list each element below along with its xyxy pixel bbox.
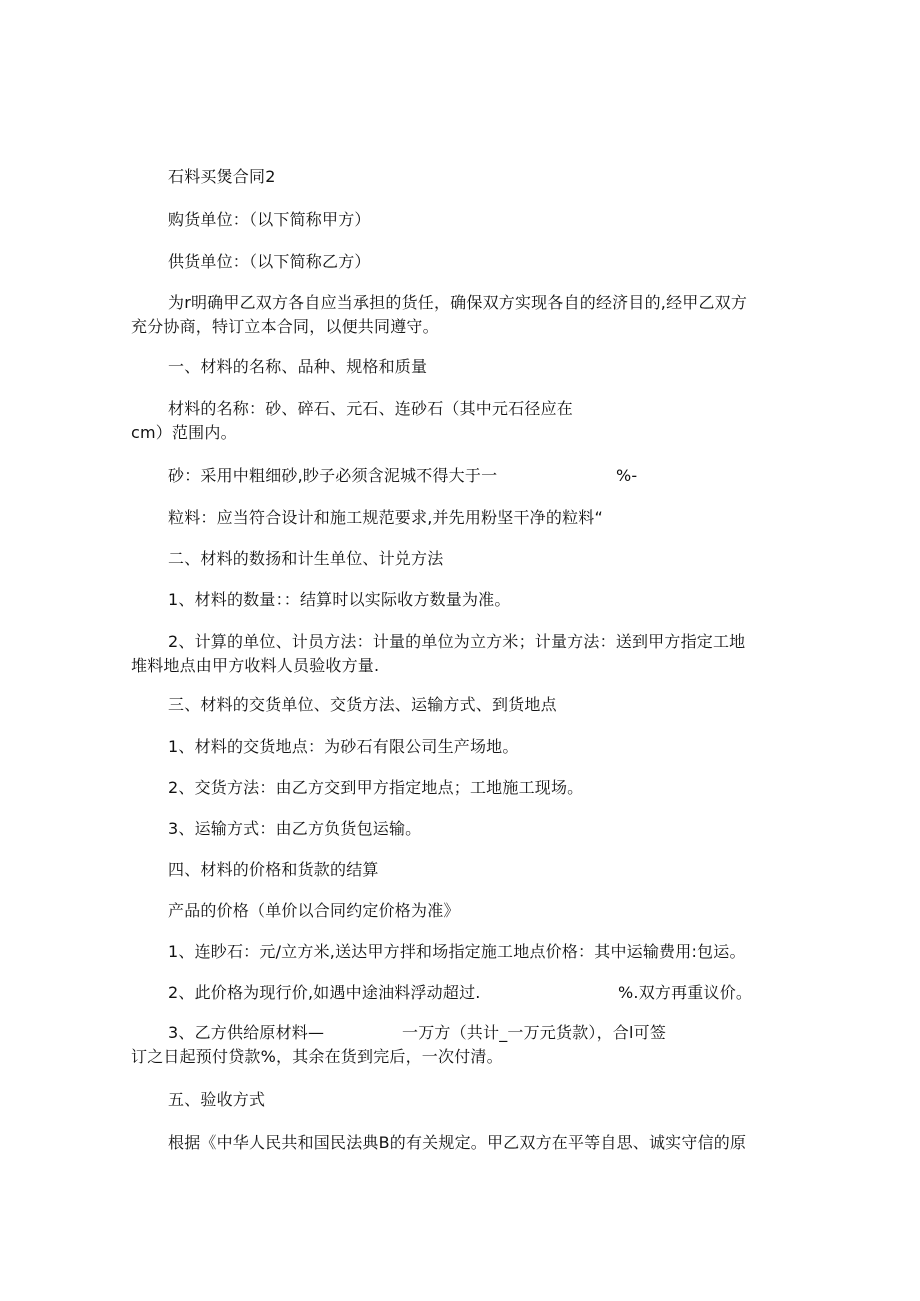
item-4-2-suffix: %.双方再重议价。 (618, 983, 753, 1002)
item-4-3-part-1: 3、乙方供给原材料— (168, 1023, 325, 1042)
aggregate-requirement: 粒料：应当符合设计和施工规范要求,并先用粉坚干净的粒料“ (168, 508, 603, 527)
item-4-2: 2、此价格为现行价,如遇中途油料浮动超过. (168, 983, 481, 1002)
item-4-3-line-2: 订之日起预付贷款%，其余在货到完后，一次付清。 (131, 1047, 503, 1066)
sand-requirement: 砂：采用中粗细砂,眇子必须含泥城不得大于一 (168, 466, 498, 485)
materials-line-2: cm）范围内。 (131, 423, 237, 442)
section-1-heading: 一、材料的名称、品种、规格和质量 (168, 357, 428, 376)
section-2-heading: 二、材料的数扬和计生单位、计兑方法 (168, 549, 444, 568)
section-3-heading: 三、材料的交货单位、交货方法、运输方式、到货地点 (168, 695, 557, 714)
item-4-1: 1、连眇石：元/立方米,送达甲方拌和场指定施工地点价格：其中运输费用:包运。 (168, 942, 746, 961)
materials-line-1: 材料的名称：砂、碎石、元石、连砂石（其中元石径应在 (168, 399, 574, 418)
section-5-heading: 五、验收方式 (168, 1090, 266, 1109)
intro-line-2: 充分协商，特订立本合同，以便共同遵守。 (131, 317, 439, 336)
supplier-line: 供货单位：（以下简称乙方） (168, 252, 371, 271)
item-3-1: 1、材料的交货地点：为砂石有限公司生产场地。 (168, 737, 519, 756)
buyer-line: 购货单位：（以下简称甲方） (168, 210, 371, 229)
item-2-2-line-1: 2、计算的单位、计员方法：计量的单位为立方米；计量方法：送到甲方指定工地 (168, 632, 746, 651)
item-2-2-line-2: 堆料地点由甲方收料人员验收方量. (131, 656, 380, 675)
item-3-3: 3、运输方式：由乙方负货包运输。 (168, 819, 422, 838)
sand-percent-suffix: %- (616, 466, 638, 485)
item-3-2: 2、交货方法：由乙方交到甲方指定地点；工地施工现场。 (168, 778, 584, 797)
section-4-heading: 四、材料的价格和货款的结算 (168, 860, 379, 879)
document-title: 石料买煲合同2 (168, 167, 276, 186)
item-2-1: 1、材料的数量：：结算时以实际收方数量为准。 (168, 590, 511, 609)
price-heading: 产品的价格（单价以合同约定价格为准》 (168, 901, 460, 920)
item-4-3-part-2: 一万方（共计_一万元货款），合l可签 (402, 1023, 667, 1042)
intro-line-1: 为r明确甲乙双方各自应当承担的货任，确保双方实现各自的经济目的,经甲乙双方 (168, 293, 748, 312)
basis-text: 根据《中华人民共和国民法典B的有关规定。甲乙双方在平等自思、诚实守信的原 (168, 1133, 747, 1152)
